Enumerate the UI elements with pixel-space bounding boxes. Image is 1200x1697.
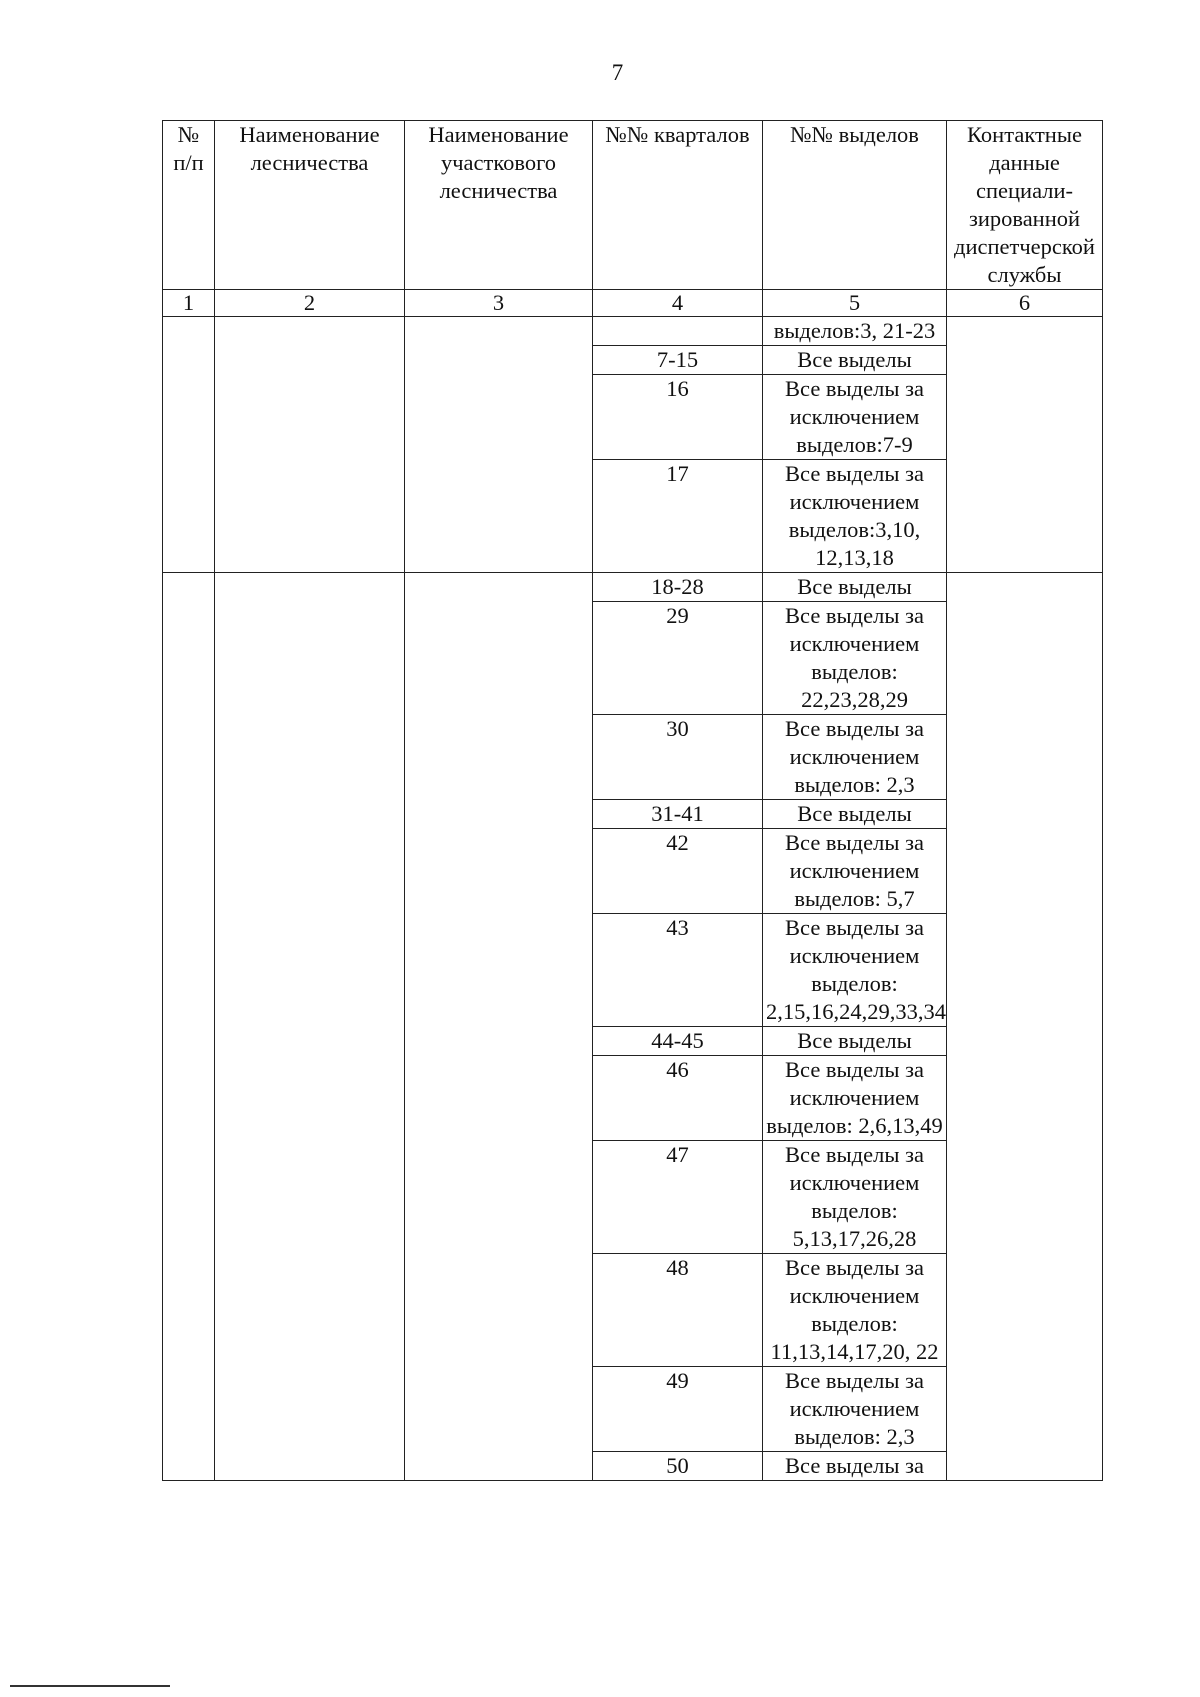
quarter-cell: 18-28 [593,573,763,602]
column-number: 3 [405,290,593,317]
quarter-cell: 46 [593,1056,763,1141]
quarter-cell: 7-15 [593,346,763,375]
allotment-cell: Все выделы [763,573,947,602]
allotment-cell: Все выделы за исключением выделов: 11,13,14,17,20, 22 [763,1254,947,1367]
column-number: 6 [947,290,1103,317]
page-number: 7 [611,60,624,85]
empty-cell-district [405,573,593,1481]
allotment-cell: Все выделы [763,800,947,829]
quarter-cell: 44-45 [593,1027,763,1056]
header-col-district-forestry: Наименование участкового лесничества [405,121,593,290]
header-col-quarters: №№ кварталов [593,121,763,290]
header-col-allotments: №№ выделов [763,121,947,290]
allotment-cell: Все выделы [763,1027,947,1056]
table-row [163,573,1103,602]
allotment-cell: Все выделы за исключением выделов: 2,15,16,24,29,33,34 [763,914,947,1027]
empty-cell-forestry [215,573,405,1481]
header-col-contacts: Контактные данные специали-зированной диспетчерской службы [947,121,1103,290]
header-col-number: № п/п [163,121,215,290]
empty-cell-contacts [947,573,1103,1481]
allotment-cell: выделов:3, 21-23 [763,317,947,346]
table-row [163,317,1103,346]
allotment-cell: Все выделы за исключением выделов: 5,13,17,26,28 [763,1141,947,1254]
allotment-cell: Все выделы за исключением выделов: 22,23,28,29 [763,602,947,715]
column-number-row [163,290,1103,317]
quarter-cell: 16 [593,375,763,460]
empty-cell-number [163,573,215,1481]
allotment-cell: Все выделы за исключением выделов: 2,6,13,49 [763,1056,947,1141]
quarter-cell: 50 [593,1452,763,1481]
bottom-edge-line [10,1685,170,1687]
allotment-cell: Все выделы за исключением выделов:3,10, 12,13,18 [763,460,947,573]
header-col-forestry: Наименование лесничества [215,121,405,290]
allotment-cell: Все выделы [763,346,947,375]
empty-cell-contacts [947,317,1103,573]
quarter-cell: 43 [593,914,763,1027]
quarter-cell: 42 [593,829,763,914]
quarter-cell: 31-41 [593,800,763,829]
allotment-cell: Все выделы за исключением выделов: 2,3 [763,715,947,800]
allotment-cell: Все выделы за [763,1452,947,1481]
allotment-cell: Все выделы за исключением выделов: 5,7 [763,829,947,914]
column-number: 5 [763,290,947,317]
empty-cell-number [163,317,215,573]
column-number: 2 [215,290,405,317]
empty-cell-district [405,317,593,573]
column-number: 4 [593,290,763,317]
forestry-table [162,120,1103,1481]
quarter-cell: 48 [593,1254,763,1367]
quarter-cell: 29 [593,602,763,715]
quarter-cell: 30 [593,715,763,800]
quarter-cell: 47 [593,1141,763,1254]
column-number: 1 [163,290,215,317]
quarter-cell: 17 [593,460,763,573]
quarter-cell: 49 [593,1367,763,1452]
allotment-cell: Все выделы за исключением выделов: 2,3 [763,1367,947,1452]
quarter-cell [593,317,763,346]
allotment-cell: Все выделы за исключением выделов:7-9 [763,375,947,460]
header-row [163,121,1103,290]
empty-cell-forestry [215,317,405,573]
